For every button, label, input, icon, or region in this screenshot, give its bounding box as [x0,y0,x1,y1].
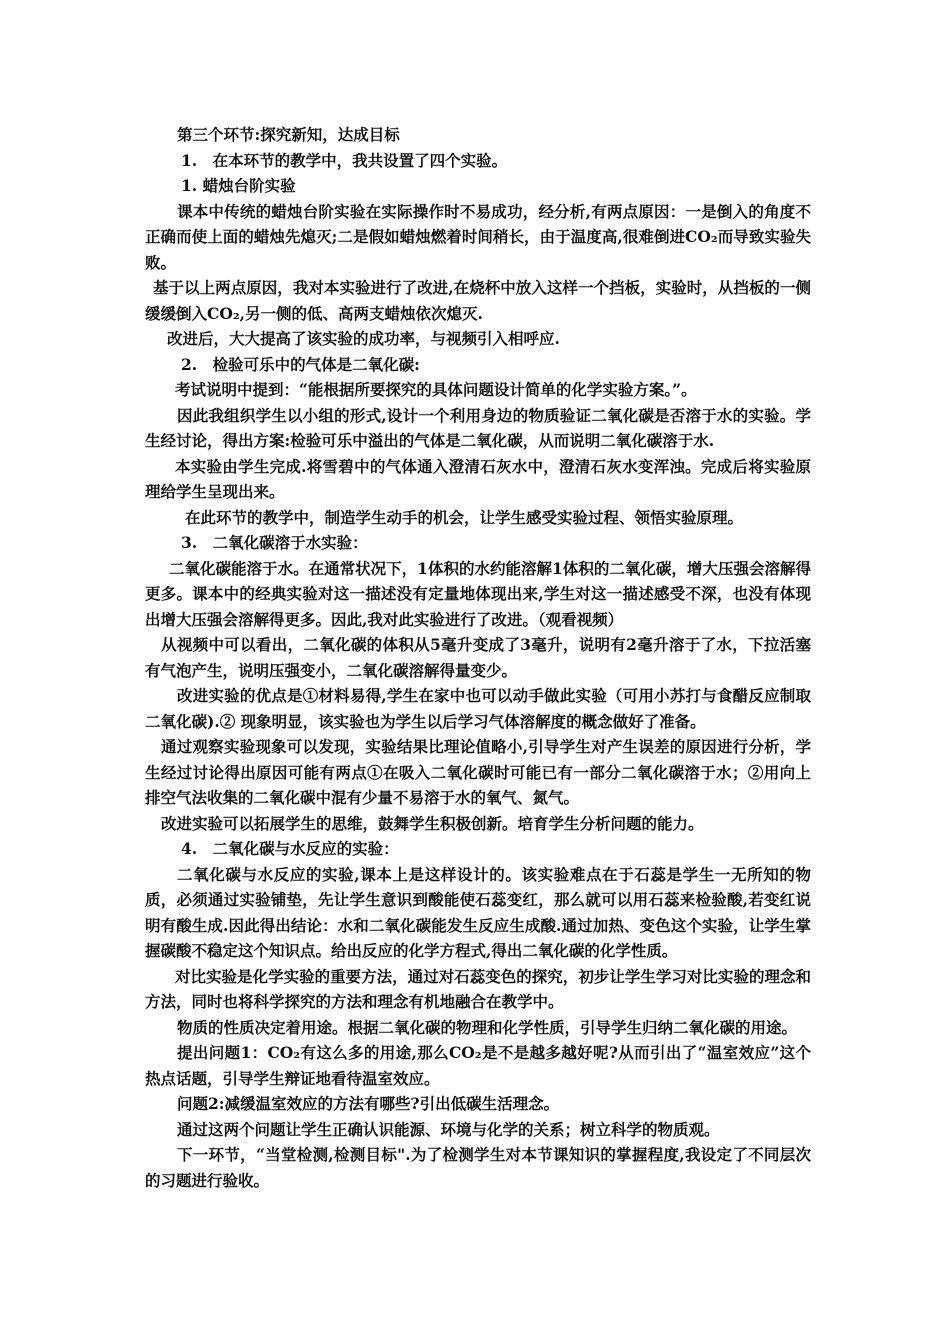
paragraph: 在此环节的教学中，制造学生动手的机会，让学生感受实验过程、领悟实验原理。 [185,507,744,527]
paragraph: 二氧化碳能溶于水。在通常状况下，1体积的水约能溶解1体积的二氧化碳，增大压强会溶解得更多。课本中的经典实验对这一描述没有定量地体现出来,学生对这一描述感受不深，也没有体现出增大压强会溶解得更多。因此,我对此实验进行了改进。（观看视频） [145,558,811,629]
item-heading: 2. 检验可乐中的气体是二氧化碳: [181,354,420,374]
paragraph: 二氧化碳与水反应的实验,课本上是这样设计的。该实验难点在于石蕊是学生一无所知的物质，必须通过实验铺垫，先让学生意识到酸能使石蕊变红，那么就可以用石蕊来检验酸,若变红说明有酸生成.因此得出结论：水和二氧化碳能发生反应生成酸.通过加热、变色这个实验，让学生掌握碳酸不稳定这个知识点。给出反应的化学方程式,得出二氧化碳的化学性质。 [145,864,811,960]
paragraph: 通过这两个问题让学生正确认识能源、环境与化学的关系；树立科学的物质观。 [177,1119,720,1139]
paragraph: 本实验由学生完成.将雪碧中的气体通入澄清石灰水中，澄清石灰水变浑浊。完成后将实验原理给学生呈现出来。 [145,456,811,501]
paragraph: 物质的性质决定着用途。根据二氧化碳的物理和化学性质，引导学生归纳二氧化碳的用途。 [177,1017,798,1037]
paragraph: 问题2:减缓温室效应的方法有哪些?引出低碳生活理念。 [177,1094,560,1113]
paragraph: 改进实验的优点是①材料易得,学生在家中也可以动手做此实验（可用小苏打与食醋反应制取二氧化碳).② 现象明显，该实验也为学生以后学习气体溶解度的概念做好了准备。 [145,686,811,731]
paragraph: 提出问题1：CO₂有这么多的用途,那么CO₂是不是越多越好呢?从而引出了“温室效应”这个热点话题，引导学生辩证地看待温室效应。 [145,1043,811,1088]
paragraph: 课本中传统的蜡烛台阶实验在实际操作时不易成功，经分析,有两点原因：一是倒入的角度不正确而使上面的蜡烛先熄灭;二是假如蜡烛燃着时间稍长，由于温度高,很难倒进CO₂而导致实验失败。 [145,201,811,272]
paragraph: 通过观察实验现象可以发现，实验结果比理论值略小,引导学生对产生误差的原因进行分析，学生经过讨论得出原因可能有两点①在吸入二氧化碳时可能已有一部分二氧化碳溶于水；②用向上排空气法收集的二氧化碳中混有少量不易溶于水的氧气、氮气。 [145,737,811,807]
paragraph: 下一环节，“当堂检测,检测目标".为了检测学生对本节课知识的掌握程度,我设定了不同层次的习题进行验收。 [145,1145,811,1190]
document-body [145,122,811,1193]
paragraph: 改进后，大大提高了该实验的成功率，与视频引入相呼应. [167,329,560,348]
item-heading: 1. 蜡烛台阶实验 [181,176,296,195]
paragraph: 从视频中可以看出，二氧化碳的体积从5毫升变成了3毫升，说明有2毫升溶于了水，下拉活塞有气泡产生，说明压强变小，二氧化碳溶解得量变少。 [145,635,811,680]
paragraph: 因此我组织学生以小组的形式,设计一个利用身边的物质验证二氧化碳是否溶于水的实验。学生经讨论，得出方案:检验可乐中溢出的气体是二氧化碳，从而说明二氧化碳溶于水. [145,405,811,450]
section-heading: 第三个环节:探究新知，达成目标 [177,125,400,144]
item-heading: 1. 在本环节的教学中，我共设置了四个实验。 [181,150,508,170]
paragraph: 考试说明中提到：“能根据所要探究的具体问题设计简单的化学实验方案。”。 [175,380,697,399]
paragraph: 改进实验可以拓展学生的思维，鼓舞学生积极创新。培育学生分析问题的能力。 [161,813,704,833]
item-heading: 3. 二氧化碳溶于水实验： [181,533,368,552]
paragraph: 基于以上两点原因，我对本实验进行了改进,在烧杯中放入这样一个挡板，实验时，从挡板的一侧缓缓倒入CO₂,另一侧的低、高两支蜡烛依次熄灭. [145,278,811,323]
paragraph: 对比实验是化学实验的重要方法，通过对石蕊变色的探究，初步让学生学习对比实验的理念和方法，同时也将科学探究的方法和理念有机地融合在教学中。 [145,966,811,1011]
item-heading: 4. 二氧化碳与水反应的实验： [181,839,399,858]
